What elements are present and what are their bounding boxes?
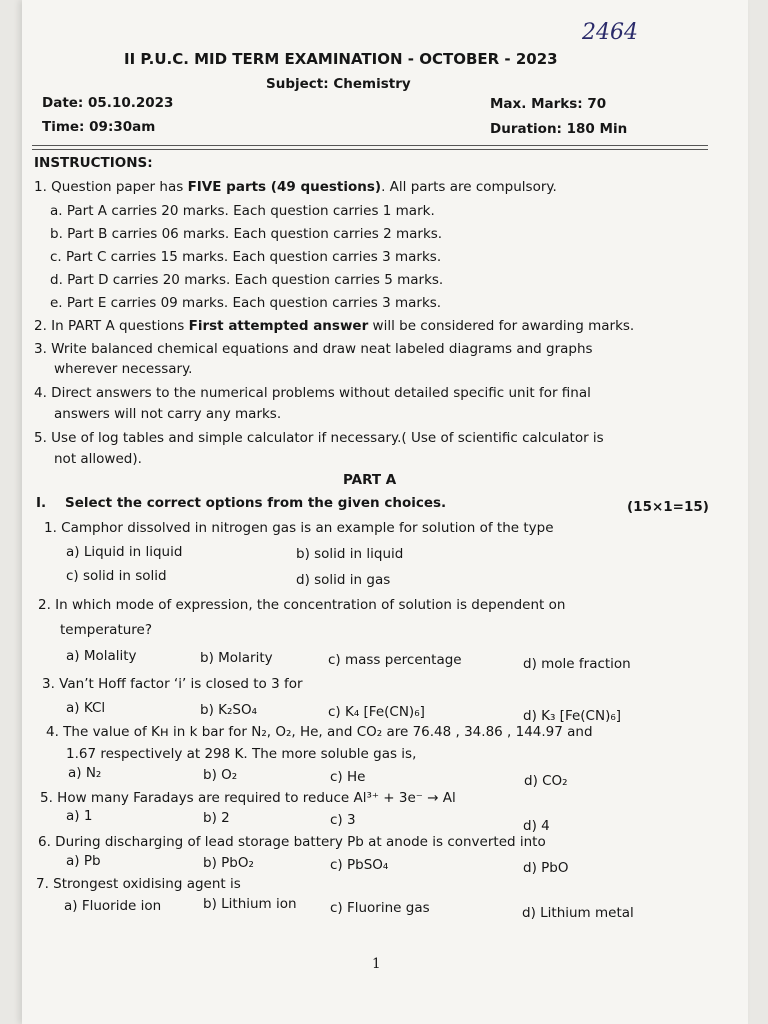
instruction-4-line2: answers will not carry any marks. — [54, 406, 282, 422]
question-4-line2: 1.67 respectively at 298 K. The more soluble gas is, — [66, 746, 417, 762]
subject: Subject: Chemistry — [266, 76, 411, 92]
instruction-3-line2: wherever necessary. — [54, 361, 193, 377]
q7-option-b: b) Lithium ion — [203, 896, 297, 912]
instruction-1a: a. Part A carries 20 marks. Each question carries 1 mark. — [50, 203, 435, 219]
duration: Duration: 180 Min — [490, 121, 628, 137]
instruction-2: 2. In PART A questions First attempted answer will be considered for awarding marks. — [34, 318, 635, 334]
q3-option-a: a) KCl — [66, 700, 106, 716]
question-7-stem: 7. Strongest oxidising agent is — [36, 876, 241, 892]
instruction-1b: b. Part B carries 06 marks. Each question carries 2 marks. — [50, 226, 443, 242]
q4-option-b: b) O₂ — [203, 767, 238, 783]
q5-option-d: d) 4 — [523, 818, 550, 834]
q1-option-b: b) solid in liquid — [296, 546, 404, 562]
instruction-1c: c. Part C carries 15 marks. Each question carries 3 marks. — [50, 249, 442, 265]
q1-option-c: c) solid in solid — [66, 568, 167, 584]
q2-option-a: a) Molality — [66, 648, 137, 664]
q2-option-c: c) mass percentage — [328, 652, 462, 668]
question-6-stem: 6. During discharging of lead storage battery Pb at anode is converted into — [38, 834, 546, 850]
instruction-4-line1: 4. Direct answers to the numerical problems without detailed specific unit for final — [34, 385, 591, 401]
instruction-5-line2: not allowed). — [54, 451, 142, 467]
question-4-line1: 4. The value of Kн in k bar for N₂, O₂, He, and CO₂ are 76.48 , 34.86 , 144.97 and — [46, 724, 593, 740]
q3-option-c: c) K₄ [Fe(CN)₆] — [328, 704, 425, 720]
handwritten-note: 2464 — [582, 20, 638, 45]
exam-time: Time: 09:30am — [42, 119, 156, 135]
instruction-3-line1: 3. Write balanced chemical equations and draw neat labeled diagrams and graphs — [34, 341, 593, 357]
q5-option-a: a) 1 — [66, 808, 93, 824]
q3-option-d: d) K₃ [Fe(CN)₆] — [523, 708, 622, 724]
q7-option-c: c) Fluorine gas — [330, 900, 430, 916]
question-3-stem: 3. Van’t Hoff factor ‘i’ is closed to 3 for — [42, 676, 303, 692]
q1-option-a: a) Liquid in liquid — [66, 544, 183, 560]
question-1-stem: 1. Camphor dissolved in nitrogen gas is an example for solution of the type — [44, 520, 554, 536]
section-instruction: Select the correct options from the given choices. — [65, 495, 447, 511]
q5-option-b: b) 2 — [203, 810, 230, 826]
instructions-heading: INSTRUCTIONS: — [34, 155, 153, 171]
q2-option-b: b) Molarity — [200, 650, 273, 666]
q6-option-d: d) PbO — [523, 860, 569, 876]
q6-option-b: b) PbO₂ — [203, 855, 254, 871]
q7-option-d: d) Lithium metal — [522, 905, 634, 921]
question-2-line1: 2. In which mode of expression, the concentration of solution is dependent on — [38, 597, 566, 613]
instruction-1: 1. Question paper has FIVE parts (49 questions). All parts are compulsory. — [34, 179, 557, 195]
q6-option-a: a) Pb — [66, 853, 101, 869]
instruction-1d: d. Part D carries 20 marks. Each question carries 5 marks. — [50, 272, 444, 288]
part-a-heading: PART A — [343, 472, 397, 488]
q4-option-a: a) N₂ — [68, 765, 102, 781]
exam-title: II P.U.C. MID TERM EXAMINATION - OCTOBER - 2023 — [124, 50, 558, 68]
instruction-5-line1: 5. Use of log tables and simple calculator if necessary.( Use of scientific calculator is — [34, 430, 604, 446]
max-marks: Max. Marks: 70 — [490, 96, 607, 112]
q7-option-a: a) Fluoride ion — [64, 898, 162, 914]
question-2-line2: temperature? — [60, 622, 153, 638]
q4-option-d: d) CO₂ — [524, 773, 568, 789]
page-number: 1 — [372, 956, 381, 972]
q3-option-b: b) K₂SO₄ — [200, 702, 257, 718]
q1-option-d: d) solid in gas — [296, 572, 391, 588]
q6-option-c: c) PbSO₄ — [330, 857, 389, 873]
question-5-stem: 5. How many Faradays are required to reduce Al³⁺ + 3e⁻ → Al — [40, 790, 456, 806]
header-rule-top — [32, 145, 708, 146]
section-number: I. — [36, 495, 47, 511]
q2-option-d: d) mole fraction — [523, 656, 631, 672]
section-marks: (15×1=15) — [627, 499, 709, 515]
instruction-1e: e. Part E carries 09 marks. Each question carries 3 marks. — [50, 295, 442, 311]
exam-date: Date: 05.10.2023 — [42, 95, 174, 111]
header-rule-bottom — [32, 149, 708, 150]
q5-option-c: c) 3 — [330, 812, 356, 828]
q4-option-c: c) He — [330, 769, 366, 785]
